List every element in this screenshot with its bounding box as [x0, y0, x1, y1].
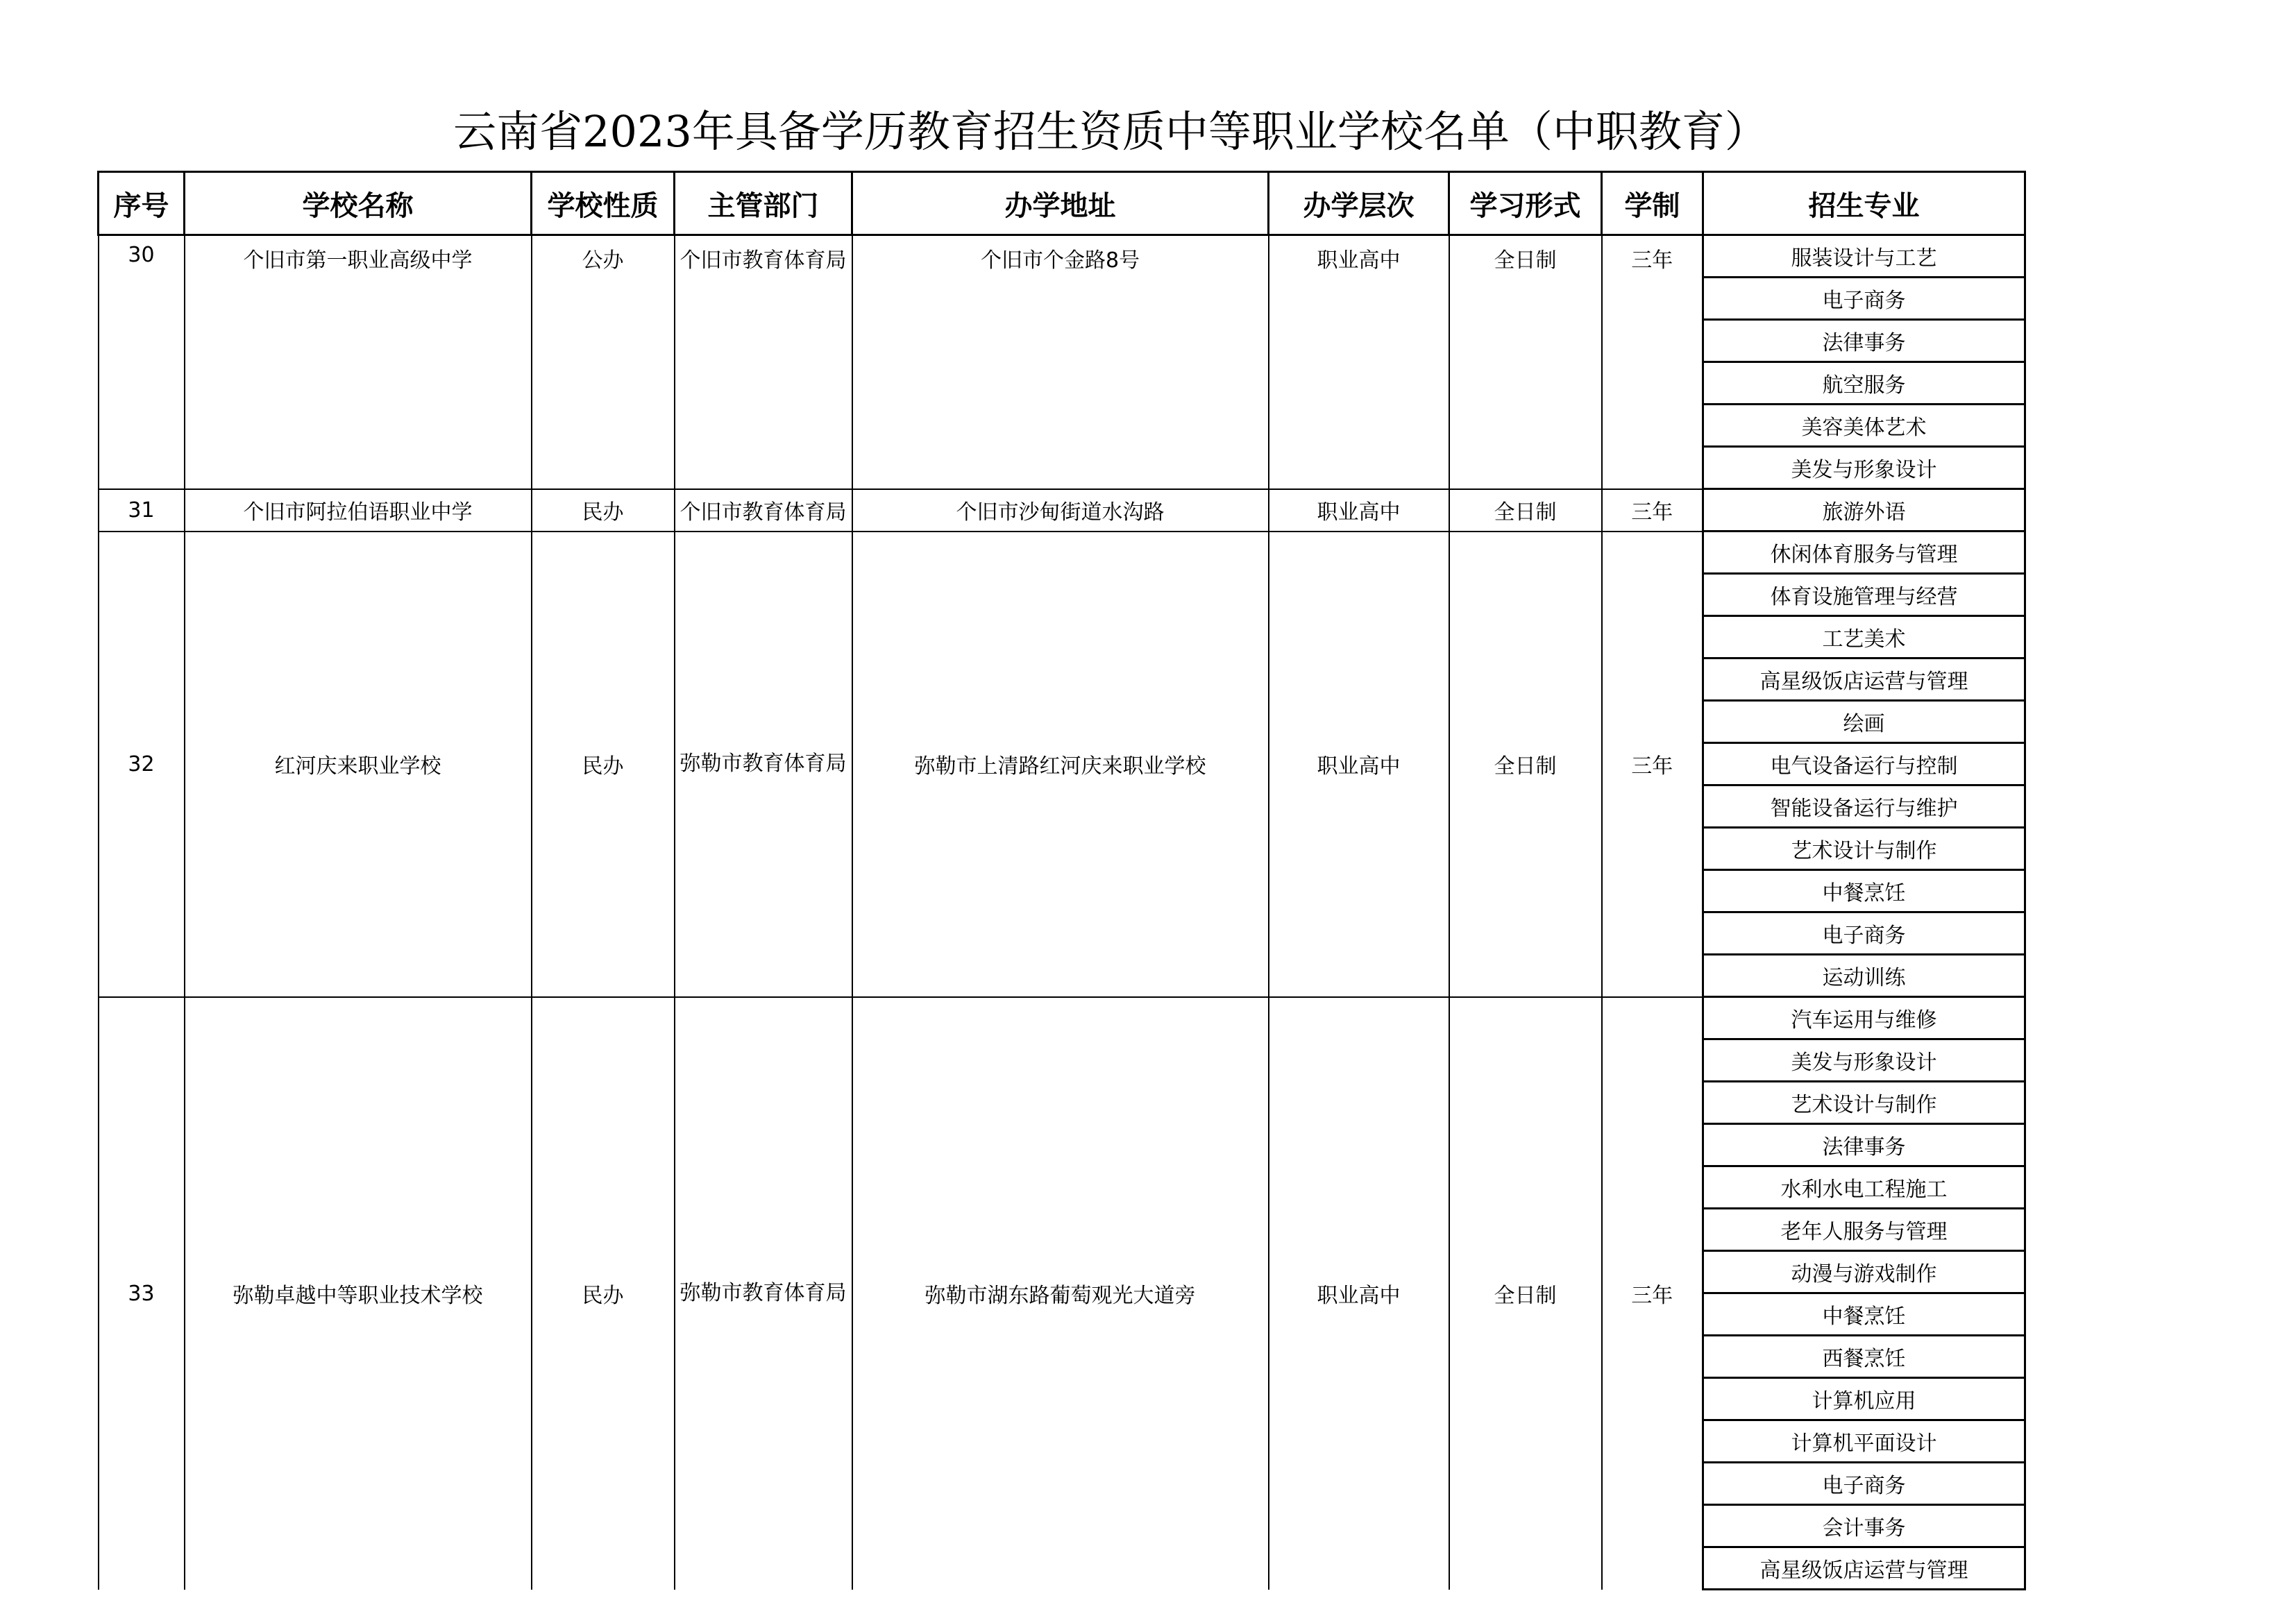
cell-major: 高星级饭店运营与管理 — [1703, 1547, 2025, 1590]
cell-major: 中餐烹饪 — [1703, 1293, 2025, 1336]
cell-major: 法律事务 — [1703, 1124, 2025, 1166]
cell-study-mode: 全日制 — [1449, 235, 1602, 489]
cell-department: 弥勒市教育体育局 — [675, 532, 852, 997]
cell-major: 智能设备运行与维护 — [1703, 785, 2025, 828]
cell-duration: 三年 — [1602, 997, 1703, 1590]
cell-department: 弥勒市教育体育局 — [675, 997, 852, 1590]
cell-major: 艺术设计与制作 — [1703, 828, 2025, 870]
cell-major: 动漫与游戏制作 — [1703, 1251, 2025, 1293]
cell-major: 汽车运用与维修 — [1703, 997, 2025, 1039]
cell-address: 弥勒市湖东路葡萄观光大道旁 — [852, 997, 1269, 1590]
cell-major: 运动训练 — [1703, 955, 2025, 997]
table-row — [99, 489, 2025, 532]
cell-address: 个旧市个金路8号 — [852, 235, 1269, 489]
cell-major: 旅游外语 — [1703, 489, 2025, 532]
cell-school-name: 弥勒卓越中等职业技术学校 — [185, 997, 532, 1590]
cell-major: 航空服务 — [1703, 362, 2025, 405]
header-address: 办学地址 — [852, 172, 1269, 235]
cell-major: 老年人服务与管理 — [1703, 1209, 2025, 1251]
header-school-name: 学校名称 — [185, 172, 532, 235]
cell-school-nature: 民办 — [532, 489, 675, 532]
cell-major: 绘画 — [1703, 701, 2025, 743]
document-title: 云南省2023年具备学历教育招生资质中等职业学校名单（中职教育） — [453, 106, 1768, 157]
cell-major: 中餐烹饪 — [1703, 870, 2025, 912]
cell-school-name: 个旧市阿拉伯语职业中学 — [185, 489, 532, 532]
table-row — [99, 532, 2025, 574]
cell-study-mode: 全日制 — [1449, 489, 1602, 532]
cell-level: 职业高中 — [1269, 489, 1449, 532]
cell-seq: 32 — [99, 532, 185, 997]
cell-school-nature: 民办 — [532, 532, 675, 997]
cell-major: 计算机应用 — [1703, 1378, 2025, 1420]
table-body — [99, 235, 2025, 1590]
header-row — [99, 172, 2025, 235]
cell-level: 职业高中 — [1269, 997, 1449, 1590]
cell-study-mode: 全日制 — [1449, 532, 1602, 997]
cell-school-name: 红河庆来职业学校 — [185, 532, 532, 997]
cell-major: 电气设备运行与控制 — [1703, 743, 2025, 785]
cell-school-nature: 公办 — [532, 235, 675, 489]
cell-major: 西餐烹饪 — [1703, 1336, 2025, 1378]
cell-major: 艺术设计与制作 — [1703, 1082, 2025, 1124]
cell-address: 个旧市沙甸街道水沟路 — [852, 489, 1269, 532]
cell-duration: 三年 — [1602, 489, 1703, 532]
cell-major: 电子商务 — [1703, 278, 2025, 320]
header-majors: 招生专业 — [1703, 172, 2025, 235]
header-department: 主管部门 — [675, 172, 852, 235]
cell-level: 职业高中 — [1269, 235, 1449, 489]
cell-seq: 31 — [99, 489, 185, 532]
cell-school-nature: 民办 — [532, 997, 675, 1590]
cell-major: 会计事务 — [1703, 1505, 2025, 1547]
header-seq: 序号 — [99, 172, 185, 235]
cell-seq: 33 — [99, 997, 185, 1590]
cell-major: 法律事务 — [1703, 320, 2025, 362]
cell-seq: 30 — [99, 235, 185, 489]
header-duration: 学制 — [1602, 172, 1703, 235]
cell-major: 工艺美术 — [1703, 616, 2025, 658]
cell-major: 服装设计与工艺 — [1703, 235, 2025, 278]
cell-major: 休闲体育服务与管理 — [1703, 532, 2025, 574]
cell-department: 个旧市教育体育局 — [675, 235, 852, 489]
school-table — [97, 171, 2026, 1590]
table-row — [99, 997, 2025, 1039]
cell-major: 体育设施管理与经营 — [1703, 574, 2025, 616]
cell-major: 美发与形象设计 — [1703, 447, 2025, 489]
cell-study-mode: 全日制 — [1449, 997, 1602, 1590]
cell-address: 弥勒市上清路红河庆来职业学校 — [852, 532, 1269, 997]
cell-department: 个旧市教育体育局 — [675, 489, 852, 532]
cell-duration: 三年 — [1602, 235, 1703, 489]
header-study-mode: 学习形式 — [1449, 172, 1602, 235]
cell-major: 美发与形象设计 — [1703, 1039, 2025, 1082]
table-row — [99, 235, 2025, 278]
cell-major: 美容美体艺术 — [1703, 405, 2025, 447]
cell-major: 电子商务 — [1703, 1463, 2025, 1505]
cell-level: 职业高中 — [1269, 532, 1449, 997]
cell-duration: 三年 — [1602, 532, 1703, 997]
header-level: 办学层次 — [1269, 172, 1449, 235]
cell-major: 电子商务 — [1703, 912, 2025, 955]
header-school-nature: 学校性质 — [532, 172, 675, 235]
cell-school-name: 个旧市第一职业高级中学 — [185, 235, 532, 489]
cell-major: 高星级饭店运营与管理 — [1703, 658, 2025, 701]
cell-major: 计算机平面设计 — [1703, 1420, 2025, 1463]
cell-major: 水利水电工程施工 — [1703, 1166, 2025, 1209]
